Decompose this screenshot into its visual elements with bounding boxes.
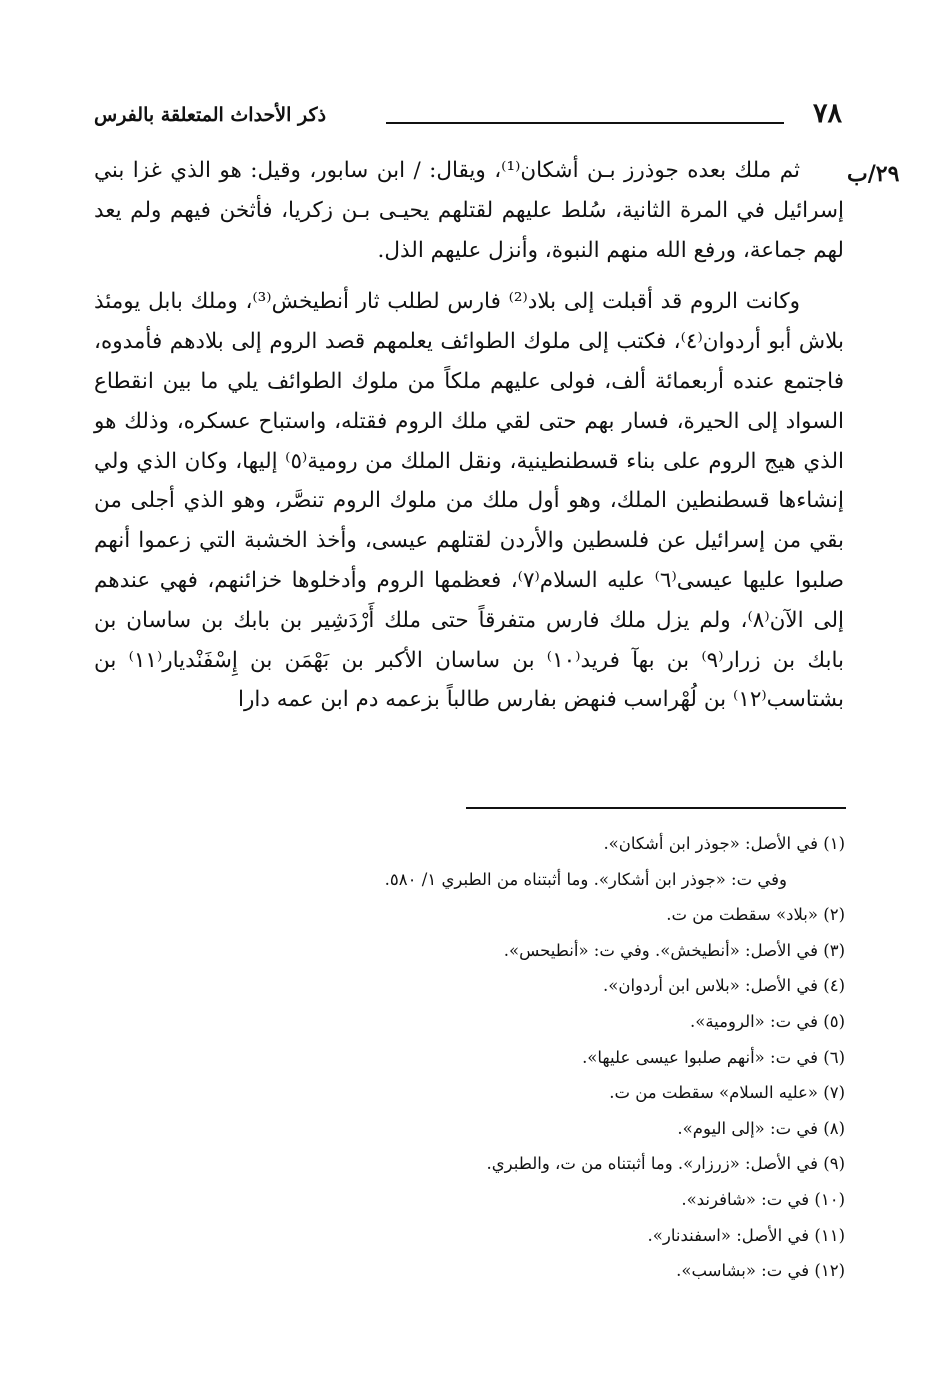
footnotes	[300, 826, 845, 1289]
footnote-item: (٥) في ت: «الرومية».	[690, 1011, 845, 1031]
page-number: ٧٨	[812, 98, 842, 129]
footnote-item: (٣) في الأصل: «أنطيخش». وفي ت: «أنطيحس».	[503, 940, 845, 960]
header-rule	[386, 122, 784, 124]
footnote-item: (١٠) في ت: «شافرند».	[681, 1189, 845, 1209]
footnote-item: (١٢) في ت: «بشاسب».	[676, 1261, 845, 1281]
footnote-separator	[466, 807, 846, 809]
footnote-item: (٩) في الأصل: «زرزار». وما أثبتناه من ت، والطبري.	[486, 1154, 845, 1174]
running-title: ذكر الأحداث المتعلقة بالفرس	[94, 104, 327, 126]
footnote-item: (٨) في ت: «إلى اليوم».	[677, 1118, 845, 1138]
footnote-item: (١) في الأصل: «جوذر ابن أشكان».	[603, 834, 845, 853]
footnote-item: وفي ت: «جوذر ابن أشكار». وما أثبتناه من الطبري ١/ ٥٨٠.	[384, 869, 787, 889]
footnote-item: (١١) في الأصل: «اسفندنار».	[647, 1225, 845, 1245]
footnote-item: (٦) في ت: «أنهم صلبوا عيسى عليها».	[582, 1047, 845, 1067]
paragraph: وكانت الروم قد أقبلت إلى بلاد⁽²⁾ فارس لطلب ثار أنطيخش⁽³⁾، وملك بابل يومئذ بلاش أبو أردوان⁽٤⁾، فكتب إلى ملوك الطوائف يعلمهم قصد الروم إلى بلادهم فأمدوه، فاجتمع عنده أربعمائة ألف، فولى عليهم ملكاً من ملوك الطوائف يلي ما بين انقطاع السواد إلى الحيرة، فسار بهم حتى لقي ملك الروم فقتله، واستباح عسكره، وذلك هو الذي هيج الروم على بناء قسطنطينية، ونقل الملك من رومية⁽٥⁾ إليها، وكان الذي ولي إنشاءها قسطنطين الملك، وهو أول ملك من ملوك الروم تنصَّر، وهو الذي أجلى من بقي من إسرائيل عن فلسطين والأردن لقتلهم عيسى، وأخذ الخشبة التي زعموا أنهم صلبوا عليها عيسى⁽٦⁾ عليه السلام⁽٧⁾، فعظمها الروم وأدخلوها خزائنهم، فهي عندهم إلى الآن⁽٨⁾، ولم يزل ملك فارس متفرقاً حتى ملك أَرْدَشِير بن بابك بن ساسان بن بابك بن زرار⁽٩⁾ بن بهآ فريد⁽١٠⁾ بن ساسان الأكبر بن بَهْمَن بن إِسْفَنْديار⁽١١⁾ بن بشتاسب⁽١٢⁾ بن لُهْراسب فنهض بفارس طالباً بزعمه دم ابن عمه دارا	[94, 289, 845, 713]
main-text	[94, 151, 844, 720]
footnote-item: (٢) «بلاد» سقطت من ت.	[666, 905, 845, 925]
manuscript-folio-note: ٢٩/ب	[847, 161, 900, 187]
page-header	[94, 98, 844, 138]
footnote-item: (٤) في الأصل: «بلاس ابن أردوان».	[603, 976, 845, 996]
paragraph: ثم ملك بعده جوذرز بـن أشكان⁽¹⁾، ويقال: / ابن سابور، وقيل: هو الذي غزا بني إسرائيل في المرة الثانية، سُلط عليهم لقتلهم يحيـى بـن زكريا، فأثخن فيهم ولم يعد لهم جماعة، ورفع الله منهم النبوة، وأنزل عليهم الذل.	[94, 158, 844, 263]
footnote-item: (٧) «عليه السلام» سقطت من ت.	[609, 1083, 845, 1103]
